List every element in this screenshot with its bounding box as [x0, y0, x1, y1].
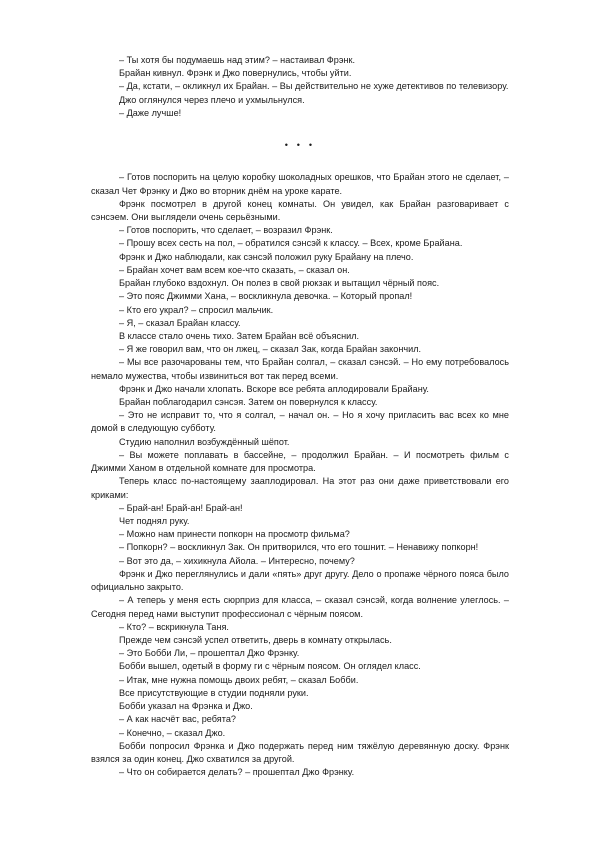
paragraph: Брайан кивнул. Фрэнк и Джо повернулись, чтобы уйти.	[119, 68, 352, 79]
paragraph: – Вот это да, – хихикнула Айола. – Интересно, почему?	[119, 555, 355, 566]
paragraph: Джо оглянулся через плечо и ухмыльнулся.	[119, 94, 305, 105]
paragraph: – Итак, мне нужна помощь двоих ребят, – сказал Бобби.	[119, 674, 359, 685]
paragraph: Бобби указал на Фрэнка и Джо.	[119, 701, 253, 712]
section-separator: • • •	[284, 140, 316, 151]
separator-spacer-top	[91, 120, 509, 139]
paragraph: – Это пояс Джимми Хана, – воскликнула девочка. – Который пропал!	[119, 291, 413, 302]
paragraph: Брайан глубоко вздохнул. Он полез в свой рюкзак и вытащил чёрный пояс.	[119, 278, 440, 289]
paragraph: – Брай-ан! Брай-ан! Брай-ан!	[119, 502, 243, 513]
paragraph: – Попкорн? – воскликнул Зак. Он притворился, что его тошнит. – Ненавижу попкорн!	[119, 542, 479, 553]
paragraph: Брайан поблагодарил сэнсэя. Затем он повернулся к классу.	[119, 397, 378, 408]
paragraph: – Это Бобби Ли, – прошептал Джо Фрэнку.	[119, 648, 300, 659]
paragraph: Фрэнк посмотрел в другой конец комнаты. Он увидел, как Брайан разговаривает с сэнсэем. Они выглядели очень серьёзными.	[91, 198, 509, 222]
paragraph: Студию наполнил возбуждённый шёпот.	[119, 436, 290, 447]
paragraph: – Готов поспорить, что сделает, – возразил Фрэнк.	[119, 225, 333, 236]
paragraph: – Я же говорил вам, что он лжец, – сказал Зак, когда Брайан закончил.	[119, 344, 422, 355]
paragraph: Фрэнк и Джо начали хлопать. Вскоре все ребята аплодировали Брайану.	[119, 383, 429, 394]
paragraph: – Что он собирается делать? – прошептал Джо Фрэнку.	[119, 767, 355, 778]
paragraph: – Вы можете поплавать в бассейне, – продолжил Брайан. – И посмотреть фильм с Джимми Ханом в отдельной комнате для просмотра.	[91, 449, 509, 474]
paragraph: Бобби вышел, одетый в форму ги с чёрным поясом. Он оглядел класс.	[119, 661, 421, 672]
body-text-column	[91, 54, 509, 779]
paragraph: – Кто его украл? – спросил мальчик.	[119, 304, 274, 315]
paragraph: – Я, – сказал Брайан классу.	[119, 317, 241, 328]
paragraph: – А как насчёт вас, ребята?	[119, 714, 236, 725]
paragraph: – Готов поспорить на целую коробку шоколадных орешков, что Брайан этого не сделает, – сказал Чет Фрэнку и Джо во вторник днём на уроке карате.	[91, 172, 509, 196]
paragraph: Теперь класс по-настоящему зааплодировал. На этот раз они даже приветствовали его криками:	[91, 476, 509, 500]
paragraph: Все присутствующие в студии подняли руки.	[119, 687, 309, 698]
paragraph: Прежде чем сэнсэй успел ответить, дверь в комнату открылась.	[119, 634, 392, 645]
paragraph: – Это не исправит то, что я солгал, – начал он. – Но я хочу пригласить вас всех ко мне домой в следующую субботу.	[91, 410, 509, 434]
paragraph: Чет поднял руку.	[119, 516, 190, 526]
paragraph: – Даже лучше!	[119, 107, 182, 118]
paragraph: Фрэнк и Джо наблюдали, как сэнсэй положил руку Брайану на плечо.	[119, 251, 414, 262]
paragraph: – Прошу всех сесть на пол, – обратился сэнсэй к классу. – Всех, кроме Брайана.	[119, 238, 463, 249]
paragraph: – А теперь у меня есть сюрприз для класса, – сказал сэнсэй, когда волнение улеглось. – Сегодня перед нами выступит профессионал с чёрным поясом.	[91, 595, 509, 619]
paragraph: – Ты хотя бы подумаешь над этим? – настаивал Фрэнк.	[119, 55, 356, 65]
paragraph: – Мы все разочарованы тем, что Брайан солгал, – сказал сэнсэй. – Но ему потребовалось немало мужества, чтобы извиниться вот так перед всеми.	[91, 357, 509, 381]
paragraph: – Конечно, – сказал Джо.	[119, 727, 226, 738]
paragraph: – Да, кстати, – окликнул их Брайан. – Вы действительно не хуже детективов по телевизору.	[119, 81, 509, 92]
paragraph: В классе стало очень тихо. Затем Брайан всё объяснил.	[119, 330, 360, 341]
paragraph: – Брайан хочет вам всем кое-что сказать, – сказал он.	[119, 264, 350, 275]
paragraph: Бобби попросил Фрэнка и Джо подержать перед ним тяжёлую деревянную доску. Фрэнк взялся за один конец. Джо схватился за другой.	[91, 740, 509, 764]
paragraph: Фрэнк и Джо переглянулись и дали «пять» друг другу. Дело о пропаже чёрного пояса было официально закрыто.	[91, 568, 509, 593]
separator-spacer-bottom	[91, 152, 509, 171]
paragraph: – Можно нам принести попкорн на просмотр фильма?	[119, 529, 350, 540]
paragraph: – Кто? – вскрикнула Таня.	[119, 621, 229, 632]
